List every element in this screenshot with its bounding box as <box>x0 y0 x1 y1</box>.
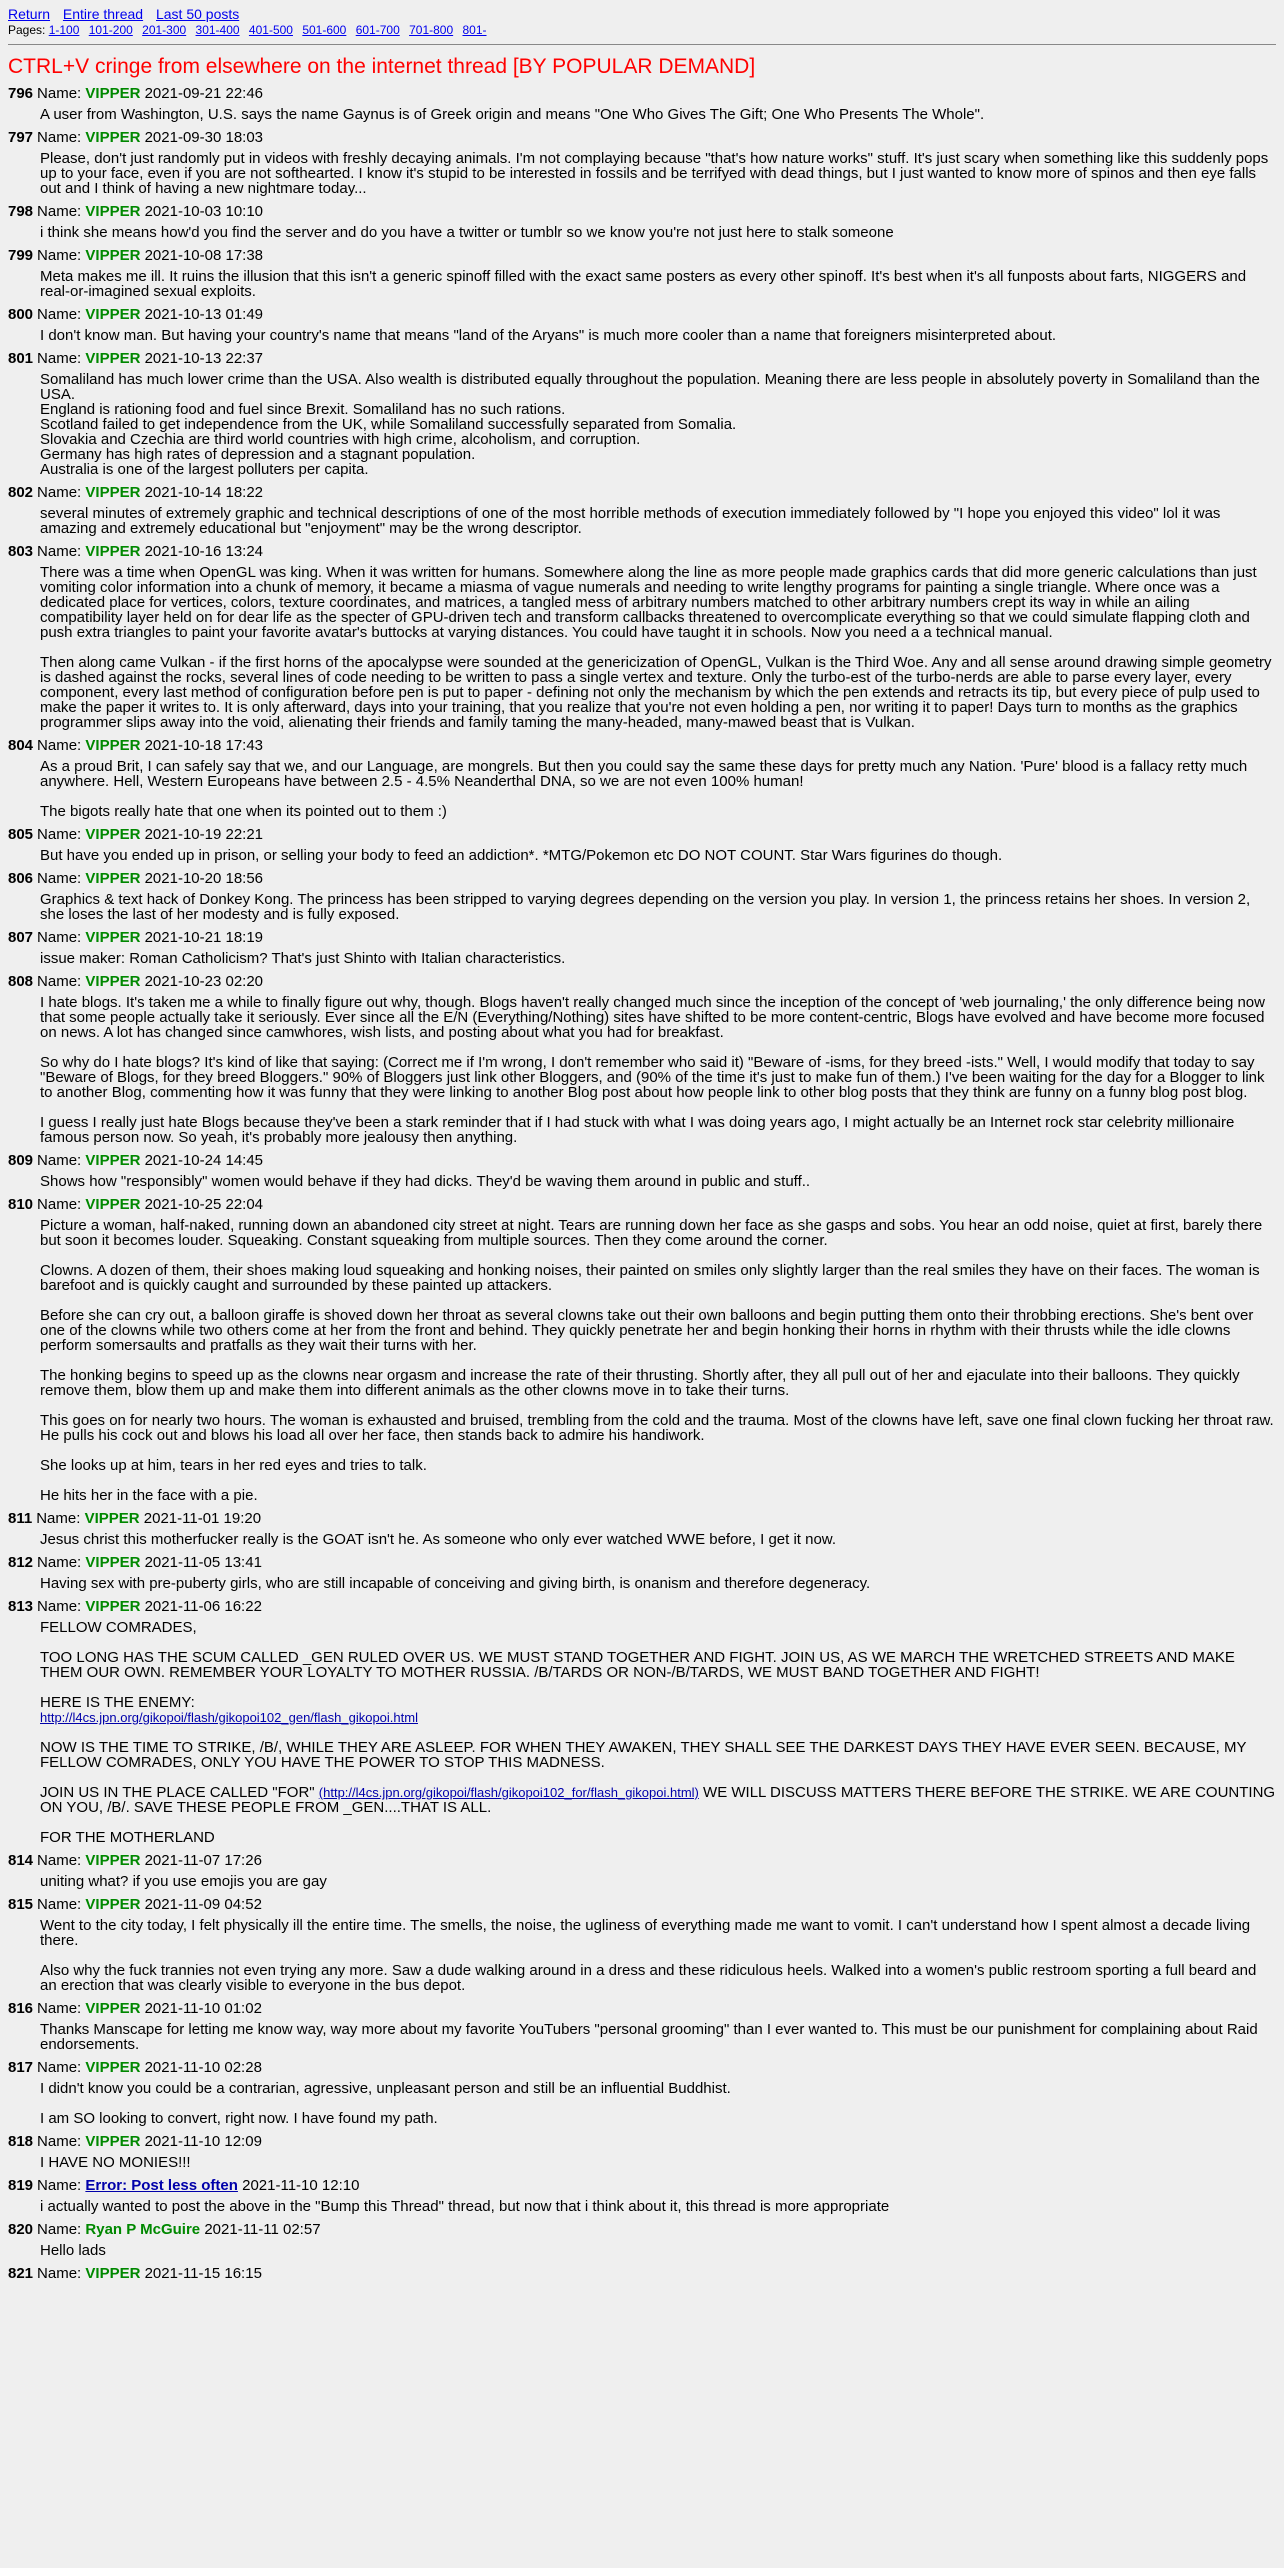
post-paragraph <box>40 2111 1276 2126</box>
post-text: A user from Washington, U.S. says the name Gaynus is of Greek origin and means "One Who Gives The Gift; One Who Presents The Whole". <box>40 106 985 123</box>
poster-name: VIPPER <box>84 1510 140 1527</box>
post-header <box>8 2058 1276 2077</box>
post-header <box>8 1195 1276 1214</box>
pages-label: Pages: <box>8 23 46 37</box>
poster-name: VIPPER <box>85 350 141 367</box>
post-number[interactable]: 811 <box>8 1510 33 1527</box>
post-text: Then along came Vulkan - if the first horns of the apocalypse were sounded at the genericization of OpenGL, Vulkan is the Third Woe. Any and all sense around drawing simple geometry is dashed against the rocks, several lines of code needing to be written to pass a single vertex and texture. Only the turbo-est of the turbo-nerds are able to parse every layer, every component, every last method of configuration before pen is put to paper - defining not only the mechanism by which the pen extends and retracts its tip, but every piece of pulp used to make the paper it writes to. It is only afterward, days into your training, that you realize that you're not even holding a pen, nor writing it to paper! Days turn to months as the graphics programmer slips away into the void, alienating their friends and family taming the many-headed, many-mawed beast that is Vulkan. <box>40 654 1272 731</box>
post-text: HERE IS THE ENEMY: <box>40 1694 195 1711</box>
post-text: Clowns. A dozen of them, their shoes making loud squeaking and honking noises, their painted on smiles only slightly larger than the real smiles they have on their faces. The woman is barefoot and is quickly caught and surrounded by these painted up attackers. <box>40 1262 1260 1294</box>
poster-name: VIPPER <box>85 1554 141 1571</box>
post-text: issue maker: Roman Catholicism? That's just Shinto with Italian characteristics. <box>40 950 566 967</box>
post-text: JOIN US IN THE PLACE CALLED "FOR" <box>40 1784 319 1801</box>
post <box>8 2176 1276 2214</box>
post-paragraph <box>40 372 1276 477</box>
post-body <box>40 848 1276 863</box>
name-label: Name: <box>37 2177 82 2194</box>
poster-name: VIPPER <box>85 129 141 146</box>
post-body <box>40 759 1276 819</box>
page-link-1[interactable]: 1-100 <box>48 23 80 37</box>
name-label: Name: <box>37 247 82 264</box>
poster-name: VIPPER <box>85 1152 141 1169</box>
post-paragraph <box>40 1174 1276 1189</box>
name-label: Name: <box>37 2133 82 2150</box>
post-text: He hits her in the face with a pie. <box>40 1487 258 1504</box>
post <box>8 84 1276 122</box>
post-date: 2021-11-15 16:15 <box>144 2265 262 2282</box>
post-paragraph <box>40 1218 1276 1248</box>
poster-name: VIPPER <box>85 543 141 560</box>
name-label: Name: <box>37 973 82 990</box>
post-number[interactable]: 809 <box>8 1152 34 1169</box>
post-text: FOR THE MOTHERLAND <box>40 1829 215 1846</box>
post-body <box>40 506 1276 536</box>
post-paragraph <box>40 1308 1276 1353</box>
poster-name: Ryan P McGuire <box>85 2221 201 2238</box>
post-paragraph <box>40 107 1276 122</box>
post-number[interactable]: 804 <box>8 737 34 754</box>
poster-name: VIPPER <box>85 1896 141 1913</box>
post-text: I am SO looking to convert, right now. I have found my path. <box>40 2110 438 2127</box>
post-paragraph <box>40 655 1276 730</box>
post-text: Went to the city today, I felt physically ill the entire time. The smells, the noise, the ugliness of everything made me want to vomit. I can't understand how I spent almost a decade living there. <box>40 1917 1251 1949</box>
post-date: 2021-10-13 22:37 <box>144 350 264 367</box>
post-date: 2021-10-13 01:49 <box>144 306 264 323</box>
post-paragraph <box>40 506 1276 536</box>
post <box>8 1597 1276 1845</box>
page-link-5[interactable]: 401-500 <box>248 23 293 37</box>
post-text: Scotland failed to get independence from the UK, while Somaliland successfully separated from Somalia. <box>40 416 737 433</box>
post-header <box>8 736 1276 755</box>
post-body <box>40 151 1276 196</box>
post-text: Australia is one of the largest polluters per capita. <box>40 461 369 478</box>
post-text: FELLOW COMRADES, <box>40 1619 197 1636</box>
post-paragraph <box>40 1620 1276 1635</box>
post-text: Please, don't just randomly put in videos with freshly decaying animals. I'm not complaying because "that's how nature works" stuff. It's just scary when something like this suddenly pops up to your face, even if you are not softhearted. I know it's stupid to be interested in fossils and be terrifyed with dead things, but I just wanted to know more of spinos and then eye falls out and I think of having a new nightmare today... <box>40 150 1269 197</box>
post-number[interactable]: 797 <box>8 129 34 146</box>
post-body <box>40 2243 1276 2258</box>
post-paragraph <box>40 892 1276 922</box>
post-body <box>40 2081 1276 2126</box>
post-date: 2021-11-09 04:52 <box>144 1896 262 1913</box>
post-number[interactable]: 796 <box>8 85 34 102</box>
post-text: I HAVE NO MONIES!!! <box>40 2154 191 2171</box>
post-text: Jesus christ this motherfucker really is the GOAT isn't he. As someone who only ever watched WWE before, I get it now. <box>40 1531 836 1548</box>
post-date: 2021-09-21 22:46 <box>144 85 264 102</box>
post-date: 2021-10-20 18:56 <box>144 870 264 887</box>
post-number[interactable]: 802 <box>8 484 34 501</box>
post-number[interactable]: 820 <box>8 2221 34 2238</box>
post-date: 2021-11-10 12:09 <box>144 2133 262 2150</box>
post-body <box>40 892 1276 922</box>
post-paragraph <box>40 1740 1276 1770</box>
post-paragraph <box>40 269 1276 299</box>
post-paragraph <box>40 1918 1276 1948</box>
poster-name: VIPPER <box>85 2133 141 2150</box>
name-label: Name: <box>37 1554 82 1571</box>
post-text: England is rationing food and fuel since Brexit. Somaliland has no such rations. <box>40 401 566 418</box>
post-header <box>8 2132 1276 2151</box>
name-label: Name: <box>37 1152 82 1169</box>
post-date: 2021-10-14 18:22 <box>144 484 264 501</box>
post-text: Shows how "responsibly" women would behave if they had dicks. They'd be waving them around in public and stuff.. <box>40 1173 811 1190</box>
post-header <box>8 1999 1276 2018</box>
post-header <box>8 2176 1276 2195</box>
post-paragraph <box>40 995 1276 1040</box>
post <box>8 869 1276 922</box>
post-list <box>8 84 1276 2283</box>
poster-name: VIPPER <box>85 973 141 990</box>
poster-name: VIPPER <box>85 306 141 323</box>
post-date: 2021-11-06 16:22 <box>144 1598 262 1615</box>
last-50-posts-link[interactable]: Last 50 posts <box>155 6 240 22</box>
post-text: So why do I hate blogs? It's kind of like that saying: (Correct me if I'm wrong, I don't remember who said it) "Beware of -isms, for they breed -ists." Well, I would modify that today to say "Beware of Blogs, for they breed Bloggers." 90% of Bloggers just link other Bloggers, and (90% of the time it's just to make fun of them.) I've been waiting for the day for a Blogger to link to another Blog, commenting how it was funny that they were linking to another Blog post about how people link to other blog posts that they think are funny on a funny blog post blog. <box>40 1054 1265 1101</box>
post-header <box>8 869 1276 888</box>
post-paragraph <box>40 225 1276 240</box>
post-number[interactable]: 821 <box>8 2265 34 2282</box>
name-label: Name: <box>37 929 82 946</box>
post-paragraph <box>40 1650 1276 1680</box>
post-paragraph <box>40 2199 1276 2214</box>
poster-name: VIPPER <box>85 737 141 754</box>
post-number[interactable]: 806 <box>8 870 34 887</box>
post-paragraph <box>40 848 1276 863</box>
poster-name: VIPPER <box>85 85 141 102</box>
page-link-3[interactable]: 201-300 <box>142 23 187 37</box>
post <box>8 825 1276 863</box>
post-header <box>8 1151 1276 1170</box>
poster-name: VIPPER <box>85 1852 141 1869</box>
post-text: Graphics & text hack of Donkey Kong. The princess has been stripped to varying degrees depending on the version you play. In version 1, the princess retains her shoes. In version 2, she loses the last of her modesty and is fully exposed. <box>40 891 1251 923</box>
post-date: 2021-09-30 18:03 <box>144 129 264 146</box>
post-number[interactable]: 814 <box>8 1852 34 1869</box>
name-label: Name: <box>37 2059 82 2076</box>
poster-name <box>85 2177 238 2194</box>
post-paragraph <box>40 804 1276 819</box>
page-link-4[interactable]: 301-400 <box>195 23 240 37</box>
post-paragraph <box>40 151 1276 196</box>
post-number[interactable]: 807 <box>8 929 34 946</box>
post-text: But have you ended up in prison, or selling your body to feed an addiction*. *MTG/Pokemon etc DO NOT COUNT. Star Wars figurines do though. <box>40 847 1003 864</box>
post-header <box>8 1553 1276 1572</box>
post-paragraph <box>40 1368 1276 1398</box>
post-header <box>8 483 1276 502</box>
post-paragraph <box>40 328 1276 343</box>
post-number[interactable]: 810 <box>8 1196 34 1213</box>
thread-nav <box>8 6 1276 23</box>
post <box>8 542 1276 730</box>
post-text: Also why the fuck trannies not even trying any more. Saw a dude walking around in a dress and these ridiculous heels. Walked into a women's public restroom sporting a full beard and an erection that was clearly visible to everyone in the bus depot. <box>40 1962 1257 1994</box>
name-label: Name: <box>37 2265 82 2282</box>
post-body <box>40 1918 1276 1993</box>
post-date: 2021-10-18 17:43 <box>144 737 264 754</box>
name-label: Name: <box>37 826 82 843</box>
post-text: I guess I really just hate Blogs because they've been a stark reminder that if I had stuck with what I was doing years ago, I might actually be an Internet rock star celebrity millionaire famous person now. So yeah, it's probably more jealousy then anything. <box>40 1114 1235 1146</box>
name-label: Name: <box>37 1598 82 1615</box>
name-label: Name: <box>37 1896 82 1913</box>
post-body <box>40 107 1276 122</box>
thread-title: CTRL+V cringe from elsewhere on the internet thread [BY POPULAR DEMAND] <box>8 55 756 78</box>
post-date: 2021-11-07 17:26 <box>144 1852 262 1869</box>
post <box>8 2132 1276 2170</box>
poster-name: VIPPER <box>85 484 141 501</box>
post-text: Having sex with pre-puberty girls, who are still incapable of conceiving and giving birth, is onanism and therefore degeneracy. <box>40 1575 871 1592</box>
post-number[interactable]: 799 <box>8 247 34 264</box>
post-text: Somaliland has much lower crime than the USA. Also wealth is distributed equally throughout the population. Meaning there are less people in absolutely poverty in Somaliland than the USA. <box>40 371 1260 403</box>
post <box>8 1151 1276 1189</box>
post-text: Slovakia and Czechia are third world countries with high crime, alcoholism, and corruption. <box>40 431 641 448</box>
entire-thread-link[interactable]: Entire thread <box>62 6 144 22</box>
post <box>8 202 1276 240</box>
post-number[interactable]: 812 <box>8 1554 34 1571</box>
post-paragraph <box>40 2243 1276 2258</box>
post-body <box>40 1218 1276 1503</box>
post-header <box>8 128 1276 147</box>
post-number[interactable]: 805 <box>8 826 34 843</box>
name-label: Name: <box>37 1196 82 1213</box>
post-text: She looks up at him, tears in her red eyes and tries to talk. <box>40 1457 427 1474</box>
divider <box>8 44 1276 45</box>
post-header <box>8 84 1276 103</box>
post-paragraph <box>40 1055 1276 1100</box>
post-date: 2021-11-10 12:10 <box>242 2177 360 2194</box>
post-body <box>40 565 1276 730</box>
poster-name: VIPPER <box>85 826 141 843</box>
post <box>8 1195 1276 1503</box>
post <box>8 246 1276 299</box>
post-paragraph <box>40 1115 1276 1145</box>
post-date: 2021-11-11 02:57 <box>204 2221 321 2238</box>
post-body <box>40 269 1276 299</box>
post-number[interactable]: 813 <box>8 1598 34 1615</box>
page-link-6[interactable]: 501-600 <box>302 23 347 37</box>
post-paragraph <box>40 1576 1276 1591</box>
post-text: Before she can cry out, a balloon giraffe is shoved down her throat as several clowns take out their own balloons and begin putting them onto their throbbing erections. She's bent over one of the clowns while two others come at her from the front and behind. They quickly penetrate her and begin honking their horns in rhythm with their thrusts while the idle clowns perform somersaults and pratfalls as they wait their turns with her. <box>40 1307 1254 1354</box>
post-date: 2021-10-23 02:20 <box>144 973 264 990</box>
post-number[interactable]: 817 <box>8 2059 34 2076</box>
post <box>8 1851 1276 1889</box>
name-label: Name: <box>37 350 82 367</box>
poster-name-link[interactable]: Error: Post less often <box>85 2177 238 2194</box>
post-text: There was a time when OpenGL was king. When it was written for humans. Somewhere along the line as more people made graphics cards that did more generic calculations than just vomiting color information into a chunk of memory, it became a miasma of vague numerals and needing to write lengthy programs for painting a single triangle. Where once was a dedicated place for vertices, colors, texture coordinates, and matrices, a tangled mess of arbitrary numbers matched to other arbitrary numbers crept its way in while an ailing compatibility layer held on for dear life as the specter of GPU-driven tech and transform callbacks threatened to overcomplicate everything so that we could simulate flapping cloth and push extra triangles to paint your favorite avatar's buttocks at varying distances. You could have taught it in schools. Now you need a a technical manual. <box>40 564 1257 641</box>
post-body <box>40 372 1276 477</box>
post-date: 2021-11-10 01:02 <box>144 2000 262 2017</box>
post-header <box>8 542 1276 561</box>
post-body <box>40 2155 1276 2170</box>
poster-name: VIPPER <box>85 2059 141 2076</box>
post <box>8 483 1276 536</box>
post-paragraph <box>40 951 1276 966</box>
post-paragraph <box>40 1532 1276 1547</box>
poster-name: VIPPER <box>85 203 141 220</box>
post-text: The bigots really hate that one when its pointed out to them :) <box>40 803 447 820</box>
post-paragraph <box>40 2081 1276 2096</box>
post <box>8 349 1276 477</box>
post-header <box>8 1509 1276 1528</box>
post-body <box>40 1174 1276 1189</box>
post <box>8 1999 1276 2052</box>
post-text: i think she means how'd you find the server and do you have a twitter or tumblr so we know you're not just here to stalk someone <box>40 224 894 241</box>
post <box>8 128 1276 196</box>
post-paragraph <box>40 1830 1276 1845</box>
post-body <box>40 2022 1276 2052</box>
post-header <box>8 928 1276 947</box>
name-label: Name: <box>37 1852 82 1869</box>
post-text: WE WILL DISCUSS MATTERS THERE BEFORE THE STRIKE. WE ARE COUNTING ON YOU, /B/. SAVE THESE PEOPLE FROM _GEN....THAT IS ALL. <box>40 1784 1276 1816</box>
post-body <box>40 1576 1276 1591</box>
post-header <box>8 825 1276 844</box>
post-paragraph <box>40 1874 1276 1889</box>
post-number[interactable]: 818 <box>8 2133 34 2150</box>
post <box>8 1509 1276 1547</box>
post-date: 2021-11-05 13:41 <box>144 1554 262 1571</box>
post-text: NOW IS THE TIME TO STRIKE, /B/, WHILE THEY ARE ASLEEP. FOR WHEN THEY AWAKEN, THEY SHALL SEE THE DARKEST DAYS THEY HAVE EVER SEEN. BECAUSE, MY FELLOW COMRADES, ONLY YOU HAVE THE POWER TO STOP THIS MADNESS. <box>40 1739 1247 1771</box>
post <box>8 928 1276 966</box>
post-text: Picture a woman, half-naked, running down an abandoned city street at night. Tears are running down her face as she gasps and sobs. You hear an odd noise, quiet at first, barely there but soon it becomes louder. Squeaking. Constant squeaking from multiple sources. Then they come around the corner. <box>40 1217 1263 1249</box>
name-label: Name: <box>37 484 82 501</box>
post-date: 2021-10-03 10:10 <box>144 203 264 220</box>
post-number[interactable]: 816 <box>8 2000 34 2017</box>
post-body <box>40 225 1276 240</box>
return-link[interactable]: Return <box>8 6 51 22</box>
post-text: I don't know man. But having your country's name that means "land of the Aryans" is much more cooler than a name that foreigners misinterpreted about. <box>40 327 1057 344</box>
post-header <box>8 305 1276 324</box>
post-date: 2021-11-10 02:28 <box>144 2059 262 2076</box>
post-paragraph <box>40 2155 1276 2170</box>
post <box>8 2220 1276 2258</box>
post <box>8 305 1276 343</box>
post-body <box>40 1874 1276 1889</box>
post-text: The honking begins to speed up as the clowns near orgasm and increase the rate of their thrusting. Shortly after, they all pull out of her and ejaculate into their balloons. They quickly remove them, blow them up and make them into different animals as the other clowns move in to take their turns. <box>40 1367 1240 1399</box>
name-label: Name: <box>37 737 82 754</box>
name-label: Name: <box>37 306 82 323</box>
page-link-9[interactable]: 801- <box>462 23 487 37</box>
post-paragraph <box>40 1695 1276 1725</box>
post-number[interactable]: 815 <box>8 1896 34 1913</box>
post-date: 2021-11-01 19:20 <box>143 1510 262 1527</box>
page-link-7[interactable]: 601-700 <box>355 23 400 37</box>
post-number[interactable]: 819 <box>8 2177 34 2194</box>
name-label: Name: <box>37 203 82 220</box>
name-label: Name: <box>37 2221 82 2238</box>
poster-name: VIPPER <box>85 1598 141 1615</box>
poster-name: VIPPER <box>85 247 141 264</box>
post-number[interactable]: 798 <box>8 203 34 220</box>
post <box>8 1553 1276 1591</box>
post-date: 2021-10-19 22:21 <box>144 826 264 843</box>
name-label: Name: <box>37 543 82 560</box>
name-label: Name: <box>37 85 82 102</box>
enemy-url-link[interactable]: http://l4cs.jpn.org/gikopoi/flash/gikopoi102_gen/flash_gikopoi.html <box>40 1710 418 1725</box>
post-date: 2021-10-08 17:38 <box>144 247 264 264</box>
name-label: Name: <box>37 129 82 146</box>
poster-name: VIPPER <box>85 2265 141 2282</box>
post-header <box>8 2264 1276 2283</box>
post-text: This goes on for nearly two hours. The woman is exhausted and bruised, trembling from the cold and the trauma. Most of the clowns have left, save one final clown fucking her throat raw. He pulls his cock out and blows his load all over her face, then stands back to admire his handiwork. <box>40 1412 1274 1444</box>
post-header <box>8 1597 1276 1616</box>
post-date: 2021-10-24 14:45 <box>144 1152 264 1169</box>
poster-name: VIPPER <box>85 929 141 946</box>
page-link-8[interactable]: 701-800 <box>409 23 454 37</box>
post-number[interactable]: 801 <box>8 350 34 367</box>
post-paragraph <box>40 565 1276 640</box>
post-text: I didn't know you could be a contrarian, agressive, unpleasant person and still be an influential Buddhist. <box>40 2080 731 2097</box>
post-text: uniting what? if you use emojis you are gay <box>40 1873 327 1890</box>
post <box>8 1895 1276 1993</box>
post <box>8 736 1276 819</box>
post-text: As a proud Brit, I can safely say that we, and our Language, are mongrels. But then you could say the same these days for pretty much any Nation. 'Pure' blood is a fallacy retty much anywhere. Hell, Western Europeans have between 2.5 - 4.5% Neanderthal DNA, so we are not even 100% human! <box>40 758 1248 790</box>
post-paragraph <box>40 1785 1276 1815</box>
poster-name: VIPPER <box>85 1196 141 1213</box>
name-label: Name: <box>36 1510 81 1527</box>
post-body <box>40 2199 1276 2214</box>
post-number[interactable]: 803 <box>8 543 34 560</box>
post-text: Germany has high rates of depression and a stagnant population. <box>40 446 476 463</box>
poster-name: VIPPER <box>85 870 141 887</box>
for-url-link[interactable]: (http://l4cs.jpn.org/gikopoi/flash/gikopoi102_for/flash_gikopoi.html) <box>318 1785 699 1800</box>
name-label: Name: <box>37 870 82 887</box>
post <box>8 972 1276 1145</box>
post-text: Hello lads <box>40 2242 106 2259</box>
post-paragraph <box>40 1458 1276 1473</box>
post-number[interactable]: 800 <box>8 306 34 323</box>
post-paragraph <box>40 1413 1276 1443</box>
post-text: Thanks Manscape for letting me know way, way more about my favorite YouTubers "personal grooming" than I ever wanted to. This must be our punishment for complaining about Raid endorsements. <box>40 2021 1258 2053</box>
post-text: TOO LONG HAS THE SCUM CALLED _GEN RULED OVER US. WE MUST STAND TOGETHER AND FIGHT. JOIN US, AS WE MARCH THE WRETCHED STREETS AND MAKE THEM OUR OWN. REMEMBER YOUR LOYALTY TO MOTHER RUSSIA. /B/TARDS OR NON-/B/TARDS, WE MUST BAND TOGETHER AND FIGHT! <box>40 1649 1235 1681</box>
post <box>8 2264 1276 2283</box>
post-paragraph <box>40 1963 1276 1993</box>
post-header <box>8 349 1276 368</box>
post-body <box>40 995 1276 1145</box>
post-date: 2021-10-16 13:24 <box>144 543 264 560</box>
post-text: several minutes of extremely graphic and technical descriptions of one of the most horrible methods of execution immediately followed by "I hope you enjoyed this video" lol it was amazing and extremely educational but "enjoyment" may be the wrong descriptor. <box>40 505 1221 537</box>
post-paragraph <box>40 1488 1276 1503</box>
post-date: 2021-10-21 18:19 <box>144 929 264 946</box>
post-text: I hate blogs. It's taken me a while to finally figure out why, though. Blogs haven't really changed much since the inception of the concept of 'web journaling,' the only difference being now that some people actually take it seriously. Ever since all the E/N (Everything/Nothing) sites have shifted to be more content-centric, Blogs have evolved and have become more focused on news. A lot has changed since camwhores, wish lists, and posting about what you had for breakfast. <box>40 994 1265 1041</box>
post-body <box>40 951 1276 966</box>
post-paragraph <box>40 1263 1276 1293</box>
post-header <box>8 246 1276 265</box>
post-body <box>40 1532 1276 1547</box>
post-text: i actually wanted to post the above in the "Bump this Thread" thread, but now that i think about it, this thread is more appropriate <box>40 2198 890 2215</box>
poster-name: VIPPER <box>85 2000 141 2017</box>
name-label: Name: <box>37 2000 82 2017</box>
post-date: 2021-10-25 22:04 <box>144 1196 264 1213</box>
post-paragraph <box>40 759 1276 789</box>
post-header <box>8 1851 1276 1870</box>
post-body <box>40 1620 1276 1845</box>
post-paragraph <box>40 2022 1276 2052</box>
post <box>8 2058 1276 2126</box>
post-text: Meta makes me ill. It ruins the illusion that this isn't a generic spinoff filled with the exact same posters as every other spinoff. It's best when it's all funposts about farts, NIGGERS and real-or-imagined sexual exploits. <box>40 268 1247 300</box>
post-header <box>8 202 1276 221</box>
post-body <box>40 328 1276 343</box>
post-header <box>8 1895 1276 1914</box>
page-link-2[interactable]: 101-200 <box>88 23 133 37</box>
post-header <box>8 2220 1276 2239</box>
page-links <box>8 23 1276 38</box>
post-header <box>8 972 1276 991</box>
post-number[interactable]: 808 <box>8 973 34 990</box>
